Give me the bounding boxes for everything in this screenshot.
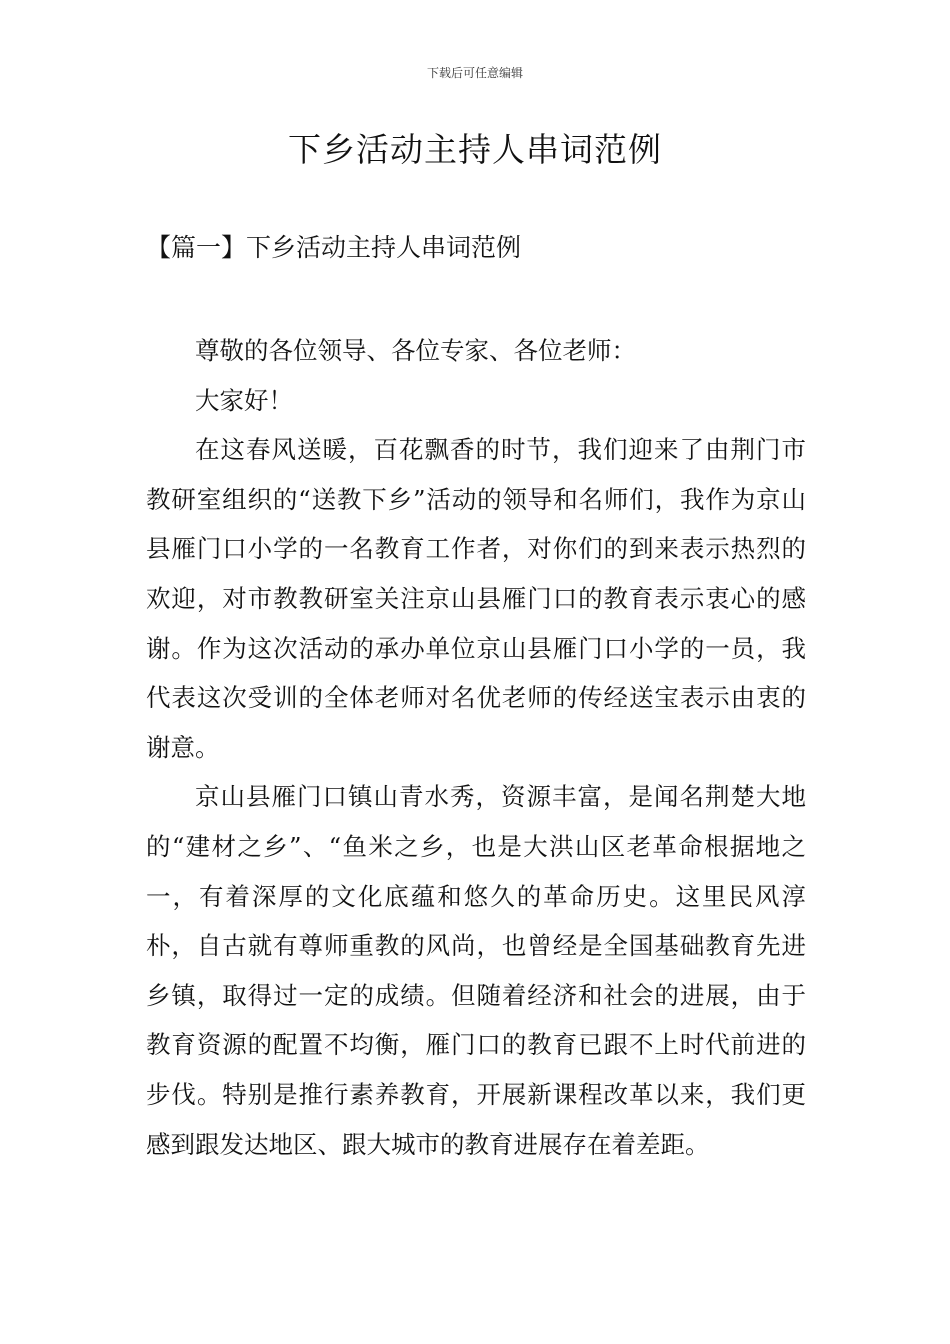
salutation-paragraph: 尊敬的各位领导、各位专家、各位老师： xyxy=(195,336,636,365)
document-title: 下乡活动主持人串词范例 xyxy=(288,130,662,169)
greeting-paragraph: 大家好！ xyxy=(195,385,293,415)
section-heading: 【篇一】下乡活动主持人串词范例 xyxy=(146,233,522,262)
document-body xyxy=(146,326,806,1169)
header-note: 下载后可任意编辑 xyxy=(426,66,523,80)
body-paragraph: 京山县雁门口镇山青水秀，资源丰富，是闻名荆楚大地的“建材之乡”、“鱼米之乡，也是大洪山区老革命根据地之一，有着深厚的文化底蕴和悠久的革命历史。这里民风淳朴，自古就有尊师重教的风尚，也曾经是全国基础教育先进乡镇，取得过一定的成绩。但随着经济和社会的进展，由于教育资源的配置不均衡，雁门口的教育已跟不上时代前进的步伐。特别是推行素养教育，开展新课程改革以来，我们更感到跟发达地区、跟大城市的教育进展存在着差距。 xyxy=(146,782,806,1159)
body-paragraph: 在这春风送暖，百花飘香的时节，我们迎来了由荆门市教研室组织的“送教下乡”活动的领导和名师们，我作为京山县雁门口小学的一名教育工作者，对你们的到来表示热烈的欢迎，对市教教研室关注京山县雁门口的教育表示衷心的感谢。作为这次活动的承办单位京山县雁门口小学的一员，我代表这次受训的全体老师对名优老师的传经送宝表示由衷的谢意。 xyxy=(146,435,806,762)
